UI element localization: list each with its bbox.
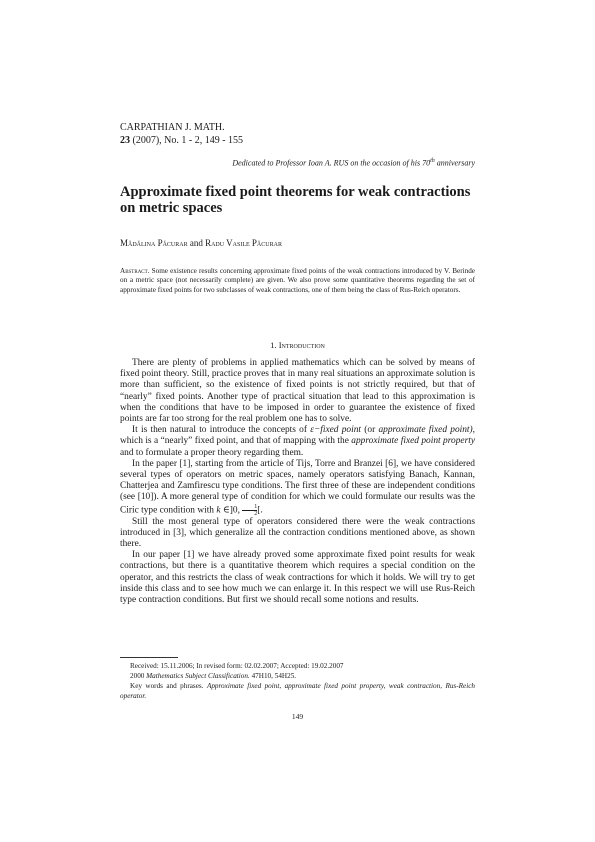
paper-title: Approximate fixed point theorems for weak contractions on metric spaces	[120, 184, 471, 216]
journal-header	[120, 121, 243, 147]
dedication-sup: th	[430, 158, 435, 164]
footnote-keywords	[120, 681, 475, 701]
p3-var-k: k	[216, 505, 221, 516]
footnotes	[120, 661, 475, 701]
authors-conj: and	[187, 238, 206, 248]
body-text	[120, 358, 475, 606]
frac-num: 1	[242, 504, 257, 511]
page-number: 149	[291, 712, 304, 721]
p2-text-g: and to formulate a proper theory regarding them.	[120, 447, 304, 458]
p3-text: In the paper [1], starting from the article of Tijs, Torre and Branzei [6], we have considered several types of operators on metric spaces, namely operators satisfying Banach, Kannan, Chatterjea and Zamfirescu type conditions. The first three of these are independent conditions (see [10]). A more general type of condition for which we could formulate our results was the Ciric type condition with	[120, 458, 475, 516]
footnote-received: Received: 15.11.2006; In revised form: 02.02.2007; Accepted: 19.02.2007	[130, 662, 344, 670]
paragraph-2	[120, 425, 475, 459]
keywords-text: Approximate fixed point, approximate fixed point property, weak contraction, Rus-Reich operator.	[120, 682, 475, 700]
journal-details: (2007), No. 1 - 2, 149 - 155	[130, 135, 244, 146]
footnote-divider	[120, 657, 178, 658]
msc-year: 2000	[130, 672, 147, 680]
abstract-label: Abstract.	[120, 267, 150, 275]
p2-text-a: It is then natural to introduce the concepts of	[132, 425, 311, 436]
frac-den: 2	[254, 510, 258, 517]
section-heading	[0, 340, 595, 350]
msc-codes: 47H10, 54H25.	[249, 672, 297, 680]
p2-term-property: approximate fixed point property	[351, 436, 475, 447]
author-2: Radu Vasile Păcurar	[205, 238, 282, 248]
footnote-msc	[120, 671, 475, 681]
paragraph-1: There are plenty of problems in applied mathematics which can be solved by means of fixed point theory. Still, practice proves that in many real situations an approximate solution is more than sufficient, so the existence of fixed points is not strictly required, but that of “nearly” fixed points. Another type of practical situation that lead to this approximation is when the conditions that have to be imposed in order to guarantee the existence of fixed points are far too strong for the real problem one has to solve.	[120, 358, 475, 425]
abstract-text: Some existence results concerning approximate fixed points of the weak contractions introduced by V. Berinde on a metric space (not necessarily complete) are given. We also prove some quantitative theorems regarding the set of approximate fixed points for two subclasses of weak contractions, one of them being the class of Rus-Reich operators.	[120, 267, 475, 294]
journal-volume: 23	[120, 135, 130, 146]
p2-text-c: (or	[361, 425, 379, 436]
section-number: 1.	[270, 340, 279, 350]
journal-name: CARPATHIAN J. MATH.	[120, 122, 225, 133]
authors	[120, 238, 282, 248]
dedication-text: Dedicated to Professor Ioan A. RUS on the occasion of his 70	[232, 158, 431, 168]
msc-label: Mathematics Subject Classification.	[146, 672, 250, 680]
keywords-label: Key words and phrases.	[130, 682, 207, 690]
p3-end: [.	[257, 505, 263, 516]
section-title: Introduction	[278, 340, 325, 350]
paragraph-4: Still the most general type of operators considered there were the weak contractions introduced in [3], which generalize all the contraction conditions mentioned above, as shown there.	[120, 516, 475, 550]
p2-text-e: , which is a “nearly” fixed point, and that of mapping with the	[120, 425, 476, 447]
author-1: Mădălina Păcurar	[120, 238, 188, 248]
fraction-one-half	[242, 504, 257, 517]
p2-term-approx: approximate fixed point)	[378, 425, 473, 436]
dedication-text-end: anniversary	[434, 158, 475, 168]
p3-interval: ∈]0,	[220, 505, 243, 516]
journal-issue	[120, 134, 243, 147]
paragraph-3	[120, 459, 475, 517]
paragraph-5: In our paper [1] we have already proved some approximate fixed point results for weak contractions, but there is a quantitative theorem which requires a special condition on the operator, and this restricts the class of weak contractions for which it holds. We will try to get inside this class and to see how much we can enlarge it. In this respect we will use Rus-Reich type contraction conditions. But first we should recall some notions and results.	[120, 550, 475, 606]
abstract	[120, 267, 475, 295]
dedication	[232, 158, 475, 168]
p2-term-epsilon: ε−fixed point	[310, 425, 362, 436]
